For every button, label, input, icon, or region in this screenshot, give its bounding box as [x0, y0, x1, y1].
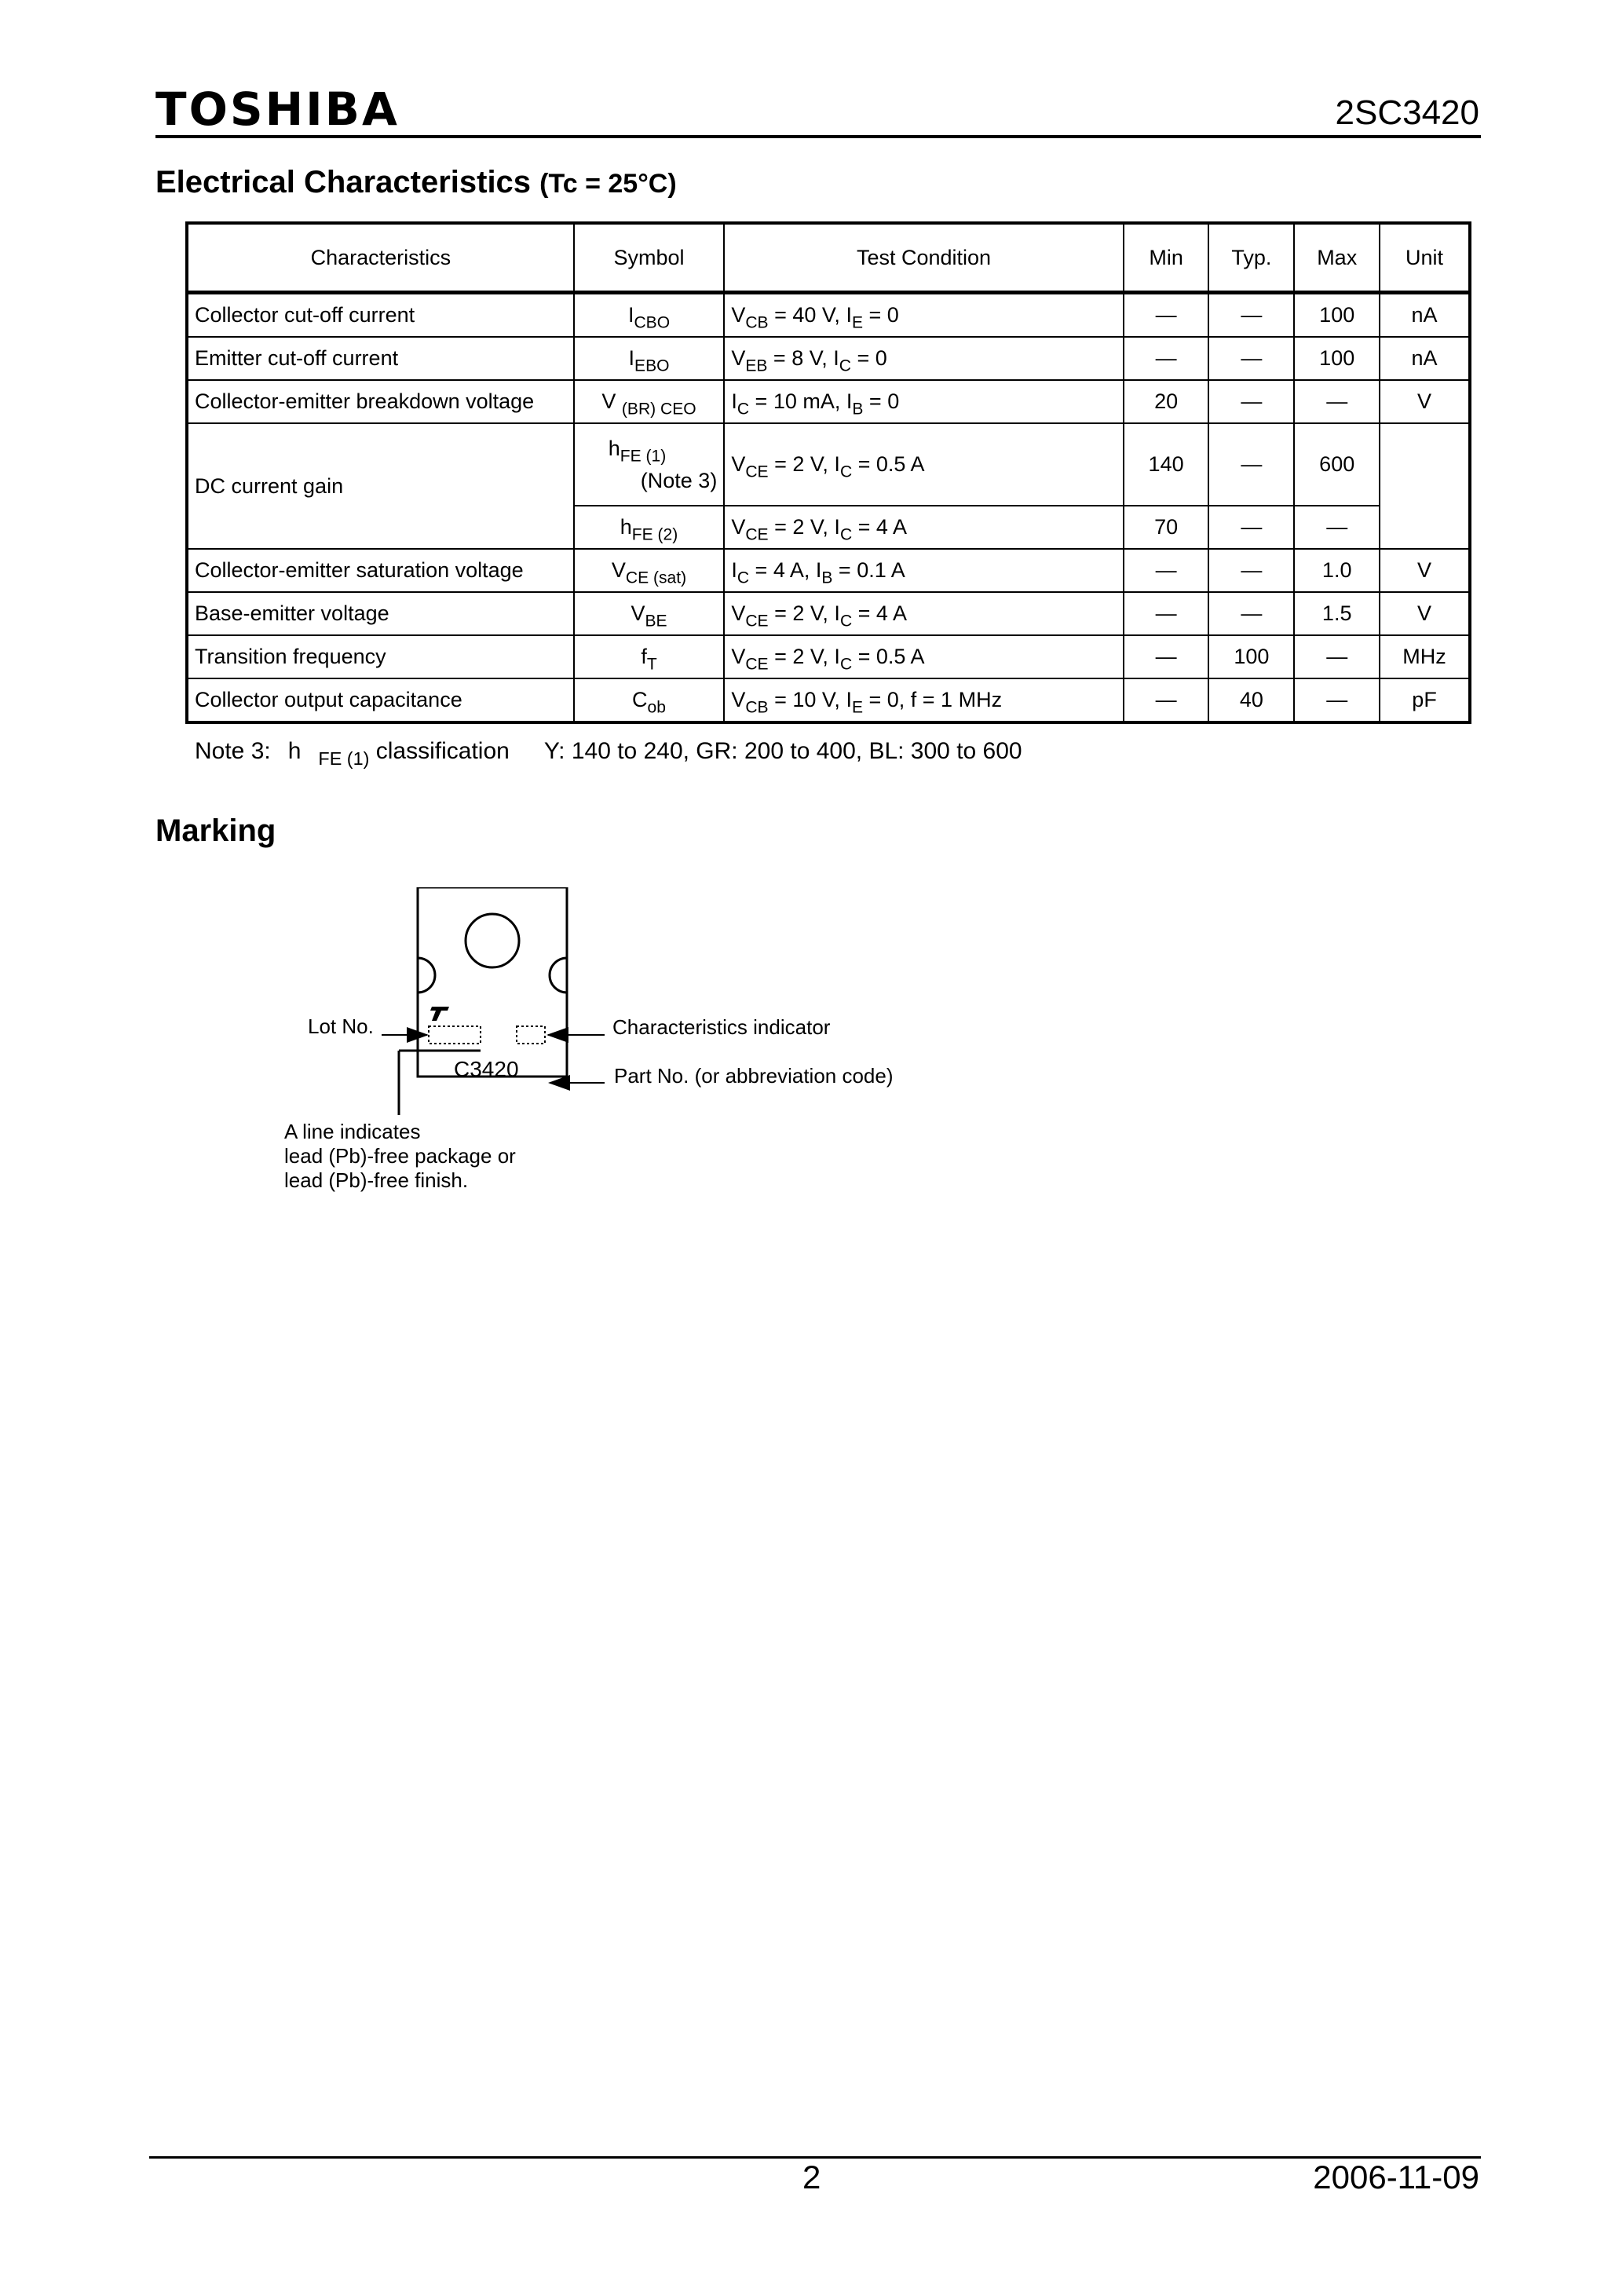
max-cell: —: [1294, 678, 1380, 722]
unit-cell: [1380, 423, 1470, 549]
symbol-cell: $V_{CE (sat)}$: [574, 549, 725, 592]
test-condition-cell: $I_C = 10$ mA, $I_B = 0$: [724, 380, 1123, 423]
part-code: C3420: [454, 1057, 519, 1081]
page-header: [155, 79, 1481, 138]
note-3: [195, 738, 1040, 770]
min-cell: —: [1124, 678, 1209, 722]
note-text: Y: 140 to 240, GR: 200 to 400, BL: 300 to 600: [543, 738, 1022, 764]
electrical-characteristics-heading: [155, 166, 677, 198]
part-number: 2SC3420: [1335, 93, 1479, 132]
unit-cell: V: [1380, 592, 1470, 635]
characteristic-cell: Collector-emitter breakdown voltage: [187, 380, 574, 423]
test-condition-cell: $V_{CB} = 40$ V, $I_E = 0$: [724, 293, 1123, 338]
column-header: Characteristics: [187, 223, 574, 293]
table-row: [187, 293, 1470, 338]
table-header-row: [187, 223, 1470, 293]
min-cell: —: [1124, 549, 1209, 592]
min-cell: 20: [1124, 380, 1209, 423]
column-header: Symbol: [574, 223, 725, 293]
min-cell: 70: [1124, 506, 1209, 549]
page-number: 2: [802, 2159, 821, 2195]
table-row: [187, 592, 1470, 635]
max-cell: —: [1294, 380, 1380, 423]
typ-cell: —: [1208, 293, 1294, 338]
symbol-cell: $f_T$: [574, 635, 725, 678]
test-condition-cell: $V_{CE} = 2$ V, $I_C = 4$ A: [724, 592, 1123, 635]
min-cell: 140: [1124, 423, 1209, 506]
lead-free-note: A line indicates lead (Pb)-free package or lead (Pb)-free finish.: [284, 1120, 516, 1192]
section-condition: (Tc = 25°C): [539, 169, 677, 199]
symbol-cell: $h_{FE (1)}$ (Note 3): [574, 423, 725, 506]
column-header: Max: [1294, 223, 1380, 293]
package-outline: [418, 887, 567, 1077]
characteristic-cell: Transition frequency: [187, 635, 574, 678]
table-row: [187, 423, 1470, 506]
unit-cell: nA: [1380, 293, 1470, 338]
typ-cell: 100: [1208, 635, 1294, 678]
test-condition-cell: $V_{CB} = 10$ V, $I_E = 0$, f = 1 MHz: [724, 678, 1123, 722]
unit-cell: V: [1380, 549, 1470, 592]
table-row: [187, 635, 1470, 678]
typ-cell: —: [1208, 337, 1294, 380]
toshiba-logo: TOSHIBA: [155, 82, 400, 136]
max-cell: —: [1294, 506, 1380, 549]
min-cell: —: [1124, 293, 1209, 338]
typ-cell: —: [1208, 549, 1294, 592]
symbol-cell: $h_{FE (2)}$: [574, 506, 725, 549]
typ-cell: —: [1208, 506, 1294, 549]
test-condition-cell: $V_{CE} = 2$ V, $I_C = 0.5$ A: [724, 423, 1123, 506]
lot-number-label: Lot No.: [308, 1015, 374, 1038]
characteristic-cell: Base-emitter voltage: [187, 592, 574, 635]
column-header: Unit: [1380, 223, 1470, 293]
section-title: Electrical Characteristics: [155, 165, 532, 199]
characteristic-cell: Collector cut-off current: [187, 293, 574, 338]
min-cell: —: [1124, 635, 1209, 678]
test-condition-cell: $V_{CE} = 2$ V, $I_C = 0.5$ A: [724, 635, 1123, 678]
max-cell: 100: [1294, 293, 1380, 338]
unit-cell: MHz: [1380, 635, 1470, 678]
marking-heading: Marking: [155, 813, 276, 848]
characteristic-cell: Collector-emitter saturation voltage: [187, 549, 574, 592]
min-cell: —: [1124, 337, 1209, 380]
max-cell: 1.5: [1294, 592, 1380, 635]
document-date: 2006-11-09: [1313, 2159, 1479, 2195]
typ-cell: —: [1208, 592, 1294, 635]
note-symbol: h $_{FE (1)}$ classification: [287, 738, 510, 770]
unit-cell: V: [1380, 380, 1470, 423]
max-cell: 600: [1294, 423, 1380, 506]
table-row: [187, 549, 1470, 592]
symbol-cell: $C_{ob}$: [574, 678, 725, 722]
column-header: Min: [1124, 223, 1209, 293]
symbol-cell: $I_{EBO}$: [574, 337, 725, 380]
symbol-cell: $I_{CBO}$: [574, 293, 725, 338]
typ-cell: —: [1208, 423, 1294, 506]
test-condition-cell: $I_C = 4$ A, $I_B = 0.1$ A: [724, 549, 1123, 592]
max-cell: 100: [1294, 337, 1380, 380]
test-condition-cell: $V_{EB} = 8$ V, $I_C = 0$: [724, 337, 1123, 380]
typ-cell: 40: [1208, 678, 1294, 722]
table-row: [187, 380, 1470, 423]
electrical-characteristics-table: [185, 221, 1471, 724]
table-row: [187, 678, 1470, 722]
max-cell: 1.0: [1294, 549, 1380, 592]
column-header: Typ.: [1208, 223, 1294, 293]
symbol-cell: $V_{BE}$: [574, 592, 725, 635]
characteristic-cell: Collector output capacitance: [187, 678, 574, 722]
characteristics-indicator-label: Characteristics indicator: [612, 1015, 831, 1039]
part-number-label: Part No. (or abbreviation code): [614, 1064, 894, 1088]
column-header: Test Condition: [724, 223, 1123, 293]
max-cell: —: [1294, 635, 1380, 678]
test-condition-cell: $V_{CE} = 2$ V, $I_C = 4$ A: [724, 506, 1123, 549]
min-cell: —: [1124, 592, 1209, 635]
note-label: Note 3:: [195, 738, 271, 764]
table-row: [187, 337, 1470, 380]
unit-cell: pF: [1380, 678, 1470, 722]
characteristic-cell: Emitter cut-off current: [187, 337, 574, 380]
unit-cell: nA: [1380, 337, 1470, 380]
characteristic-cell: DC current gain: [187, 423, 574, 549]
symbol-cell: V $_{(BR) CEO}$: [574, 380, 725, 423]
typ-cell: —: [1208, 380, 1294, 423]
